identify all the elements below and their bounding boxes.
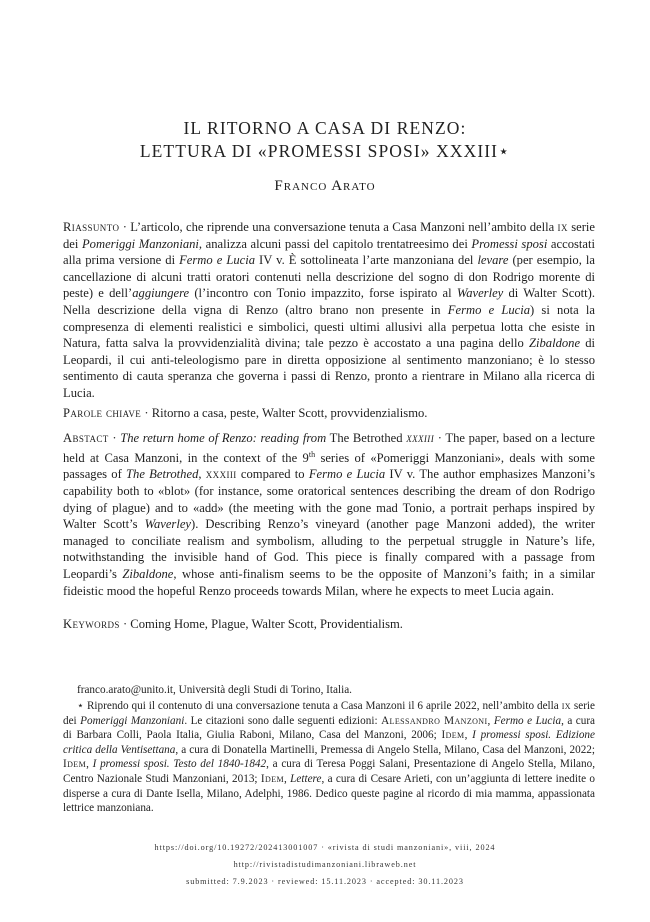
text: ,: [86, 758, 93, 771]
text: ix: [557, 220, 568, 234]
author-affiliation-note: franco.arato@unito.it, Università degli Studi di Torino, Italia.: [77, 684, 352, 696]
footer-url-line: http://rivistadistudimanzoniani.libraweb.net: [233, 860, 417, 869]
author-name: Franco Arato: [274, 178, 376, 194]
text: , whose anti-finalism seems to be the opposite of Manzoni’s faith; in a similar fideistic mood the hopeful Renzo proceeds towards Milan, where he expects to meet Lucia again.: [63, 566, 595, 598]
text: Pomeriggi Manzoniani: [81, 236, 199, 251]
text: Zibaldone: [122, 566, 174, 581]
superscript: th: [308, 449, 316, 459]
text: di Walter Scott). Nella descrizione della vigna di Renzo (altro brano non presente in: [63, 286, 595, 317]
text: Idem: [63, 758, 87, 771]
keywords-label: Keywords: [63, 617, 120, 631]
text: (per esempio, la cancellazione di alcuni tratti oratori contenuti nella descrizione del sogno di don Rodrigo morente di peste) e dell’: [63, 253, 595, 301]
text: The Betrothed: [326, 431, 407, 445]
parole-chiave-text: Ritorno a casa, peste, Walter Scott, provvidenzialismo.: [151, 406, 428, 420]
text: ix: [561, 700, 571, 712]
text: di Leopardi, il cui anti-teleologismo pare in diretta opposizione al sentimento manzoniano; è lo stesso sentimento di cauta speranza che governa i passi di Renzo, pronto a rientrare in Milano alla ricerca di Lucia.: [63, 336, 595, 400]
text: ,: [464, 729, 473, 742]
text: series of «Pomeriggi Manzoniani», deals with some passages of: [63, 450, 595, 482]
text: , analizza alcuni passi del capitolo trentatreesimo dei: [198, 236, 472, 251]
text: ,: [284, 772, 291, 785]
text: Lettere: [290, 772, 322, 785]
text: Alessandro Manzoni: [381, 714, 488, 727]
riassunto-paragraph: [63, 219, 595, 402]
text: IV v. È sottolineata l’arte manzoniana del: [255, 253, 478, 268]
text: xxxiii: [205, 467, 237, 482]
separator: ·: [108, 431, 121, 445]
article-title-line-1: IL RITORNO A CASA DI RENZO:: [183, 118, 467, 138]
text: aggiungere: [132, 286, 190, 301]
text: The Betrothed: [126, 467, 199, 482]
article-title-line-2: LETTURA DI «PROMESSI SPOSI» XXXIII⋆: [139, 141, 511, 161]
text: compared to: [236, 467, 309, 482]
footer-doi-line: https://doi.org/10.19272/202413001007 · «rivista di studi manzoniani», viii, 2024: [154, 843, 496, 852]
riassunto-label: Riassunto: [63, 220, 120, 234]
separator: ·: [141, 406, 152, 420]
keywords-text: Coming Home, Plague, Walter Scott, Providentialism.: [130, 617, 403, 631]
text: L’articolo, che riprende una conversazione tenuta a Casa Manzoni nell’ambito della: [130, 220, 558, 234]
text: accostati alla prima versione di: [63, 236, 595, 268]
text: levare: [477, 253, 509, 268]
text: Promessi sposi: [471, 236, 548, 251]
text: ) si nota la compresenza di elementi realistici e simbolici, questi ultimi allusivi alla perpetua lotta che esiste in Natura, fatta salva la provvidenzialità divina; tale pezzo è accostato a una pagina dello: [63, 302, 596, 351]
text: I promessi sposi. Testo del 1840-1842: [92, 758, 267, 771]
text: The return home of Renzo: reading from: [120, 431, 327, 445]
text: Fermo e Lucia: [493, 714, 562, 727]
text: IV v. The author emphasizes Manzoni’s capability both to «blot» (for instance, some oratorical sentences describing the dream of don Rodrigo dying of plague) and to «add» (the meeting with the gone mad Tonio, a portrait perhaps inspired by Walter Scott’s: [63, 467, 596, 532]
text: Idem: [260, 772, 285, 785]
text: ,: [198, 467, 206, 482]
footnote-star: [63, 699, 595, 816]
parole-chiave-line: [63, 405, 595, 422]
text: · The paper, based on a lecture held at Casa Manzoni, in the context of the 9: [63, 431, 596, 465]
text: ). Describing Renzo’s vineyard (another page Manzoni added), the writer managed to conciliate realism and symbolism, alluding to the perpetual struggle in Nature’s life, notwithstanding the invisible hand of God. This piece is finally compared with a passage from Leopardi’s: [63, 517, 595, 581]
abstract-paragraph: [63, 430, 595, 599]
text: Zibaldone: [528, 336, 581, 351]
separator: ·: [119, 220, 131, 234]
footer-dates-line: submitted: 7.9.2023 · reviewed: 15.11.2023 · accepted: 30.11.2023: [186, 877, 464, 886]
text: serie dei: [63, 700, 595, 727]
text: , a cura di Barbara Colli, Paola Italia, Giulia Raboni, Milano, Casa del Manzoni, 2006;: [63, 714, 596, 742]
text: Pomeriggi Manzoniani: [80, 714, 185, 727]
text: Waverley: [144, 517, 192, 532]
text: Fermo e Lucia: [308, 467, 386, 482]
text: , a cura di Cesare Arieti, con un’aggiunta di lettere inedite o disperse a cura di Dante Isella, Milano, Adelphi, 1986. Dedico queste pagine al ricordo di mia mamma, appassionata lettrice manzoniana.: [63, 772, 596, 815]
separator: ·: [119, 617, 131, 631]
footnote-mark: ⋆: [77, 700, 85, 712]
text: (l’incontro con Tonio impazzito, forse ispirato al: [189, 286, 457, 301]
text: Fermo e Lucia: [447, 302, 531, 317]
text: . Le citazioni sono dalle seguenti edizioni:: [184, 714, 382, 727]
text: , a cura di Donatella Martinelli, Premessa di Angelo Stella, Milano, Casa del Manzoni, 2022;: [175, 743, 595, 756]
text: , a cura di Teresa Poggi Salani, Presentazione di Angelo Stella, Milano, Centro Nazionale Studi Manzoniani, 2013;: [63, 758, 596, 785]
text: Waverley: [456, 286, 504, 301]
text: xxxiii: [406, 431, 435, 445]
text: ,: [487, 714, 494, 727]
text: Idem: [441, 729, 465, 742]
text: serie dei: [63, 220, 595, 251]
parole-chiave-label: Parole chiave: [63, 406, 142, 420]
text: Fermo e Lucia: [179, 253, 256, 268]
text: Riprendo qui il contenuto di una conversazione tenuta a Casa Manzoni il 6 aprile 2022, nell’ambito della: [84, 700, 562, 712]
abstract-label: Abstact: [63, 431, 109, 445]
text: I promessi sposi. Edizione critica della Ventisettana: [63, 729, 595, 756]
keywords-line: [63, 616, 595, 633]
